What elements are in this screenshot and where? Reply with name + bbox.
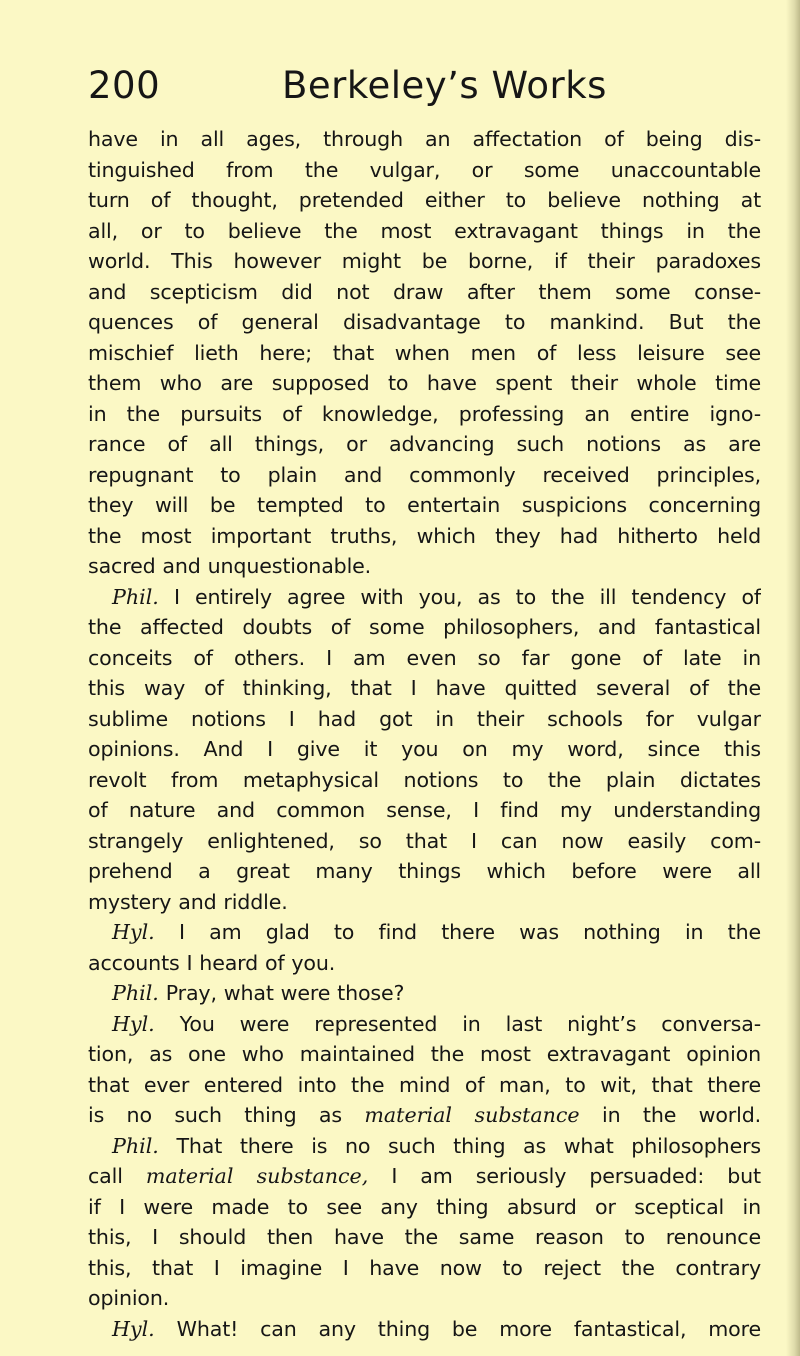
speech-line xyxy=(88,1009,761,1040)
text-line: have in all ages, through an affectation of being dis- xyxy=(88,127,761,151)
speech-line xyxy=(88,1131,761,1162)
speech-text: That there is no such thing as what philosophers xyxy=(158,1133,761,1158)
page-header xyxy=(88,54,778,118)
speaker-name: Hyl. xyxy=(112,1316,155,1341)
speech-line xyxy=(88,582,761,613)
text-line: this, that I imagine I have now to reject the contrary xyxy=(88,1255,761,1280)
text-line: prehend a great many things which before were all xyxy=(88,859,761,883)
emphasized-term: material substance xyxy=(364,1103,580,1127)
text-line: sublime notions I had got in their schools for vulgar xyxy=(88,706,761,731)
text-line: this way of thinking, that I have quitted several of the xyxy=(88,676,761,700)
speech-text: You were represented in last night’s conversa- xyxy=(154,1011,761,1036)
page-body xyxy=(88,124,761,1344)
text-run: call xyxy=(88,1164,146,1188)
text-line: of nature and common sense, I find my understanding xyxy=(88,798,761,822)
text-line: the affected doubts of some philosophers, and fantastical xyxy=(88,615,761,639)
text-line xyxy=(88,1161,761,1192)
text-line: tion, as one who maintained the most extravagant opinion xyxy=(88,1042,761,1066)
speaker-name: Phil. xyxy=(112,981,159,1005)
text-line: sacred and unquestionable. xyxy=(88,554,372,578)
text-line: them who are supposed to have spent their whole time xyxy=(88,371,761,395)
speech-text: Pray, what were those? xyxy=(158,981,405,1005)
text-line: all, or to believe the most extravagant things in the xyxy=(88,218,761,243)
speaker-name: Hyl. xyxy=(112,920,155,944)
running-head: Berkeley’s Works xyxy=(282,64,607,107)
text-line: mystery and riddle. xyxy=(88,889,288,914)
text-line: rance of all things, or advancing such notions as are xyxy=(88,432,761,456)
speech-text: What! can any thing be more fantastical, more xyxy=(154,1316,761,1341)
text-line: mischief lieth here; that when men of less leisure see xyxy=(88,340,761,365)
text-line: the most important truths, which they had hitherto held xyxy=(88,523,761,548)
text-line: revolt from metaphysical notions to the plain dictates xyxy=(88,767,761,792)
text-line: conceits of others. I am even so far gone of late in xyxy=(88,645,761,670)
text-line: strangely enlightened, so that I can now easily com- xyxy=(88,828,761,853)
text-line: and scepticism did not draw after them some conse- xyxy=(88,279,761,304)
speech-text: I entirely agree with you, as to the ill tendency of xyxy=(158,584,761,609)
speech-text: I am glad to find there was nothing in the xyxy=(154,920,761,944)
text-run: is no such thing as xyxy=(88,1103,365,1127)
text-line: opinion. xyxy=(88,1286,170,1310)
text-line: they will be tempted to entertain suspicions concerning xyxy=(88,493,761,517)
text-line: world. This however might be borne, if their paradoxes xyxy=(88,249,761,273)
page-number: 200 xyxy=(88,64,161,107)
text-line: if I were made to see any thing absurd or sceptical in xyxy=(88,1194,761,1219)
text-line xyxy=(88,1100,761,1131)
speech-line xyxy=(88,978,761,1009)
speaker-name: Phil. xyxy=(112,584,159,609)
emphasized-term: material substance, xyxy=(145,1164,369,1188)
text-line: tinguished from the vulgar, or some unaccountable xyxy=(88,157,761,182)
speaker-name: Hyl. xyxy=(112,1011,155,1036)
page-edge-shadow xyxy=(786,0,800,1356)
text-line: accounts I heard of you. xyxy=(88,950,336,975)
text-line: quences of general disadvantage to mankind. But the xyxy=(88,310,761,334)
text-run: in the world. xyxy=(579,1103,761,1127)
text-line: in the pursuits of knowledge, professing an entire igno- xyxy=(88,401,761,426)
speech-line xyxy=(88,1314,761,1345)
text-line: that ever entered into the mind of man, to wit, that there xyxy=(88,1072,761,1097)
speech-line xyxy=(88,917,761,948)
text-line: turn of thought, pretended either to believe nothing at xyxy=(88,188,761,212)
text-line: this, I should then have the same reason to renounce xyxy=(88,1225,761,1249)
text-line: opinions. And I give it you on my word, since this xyxy=(88,737,761,761)
speaker-name: Phil. xyxy=(112,1133,159,1158)
text-line: repugnant to plain and commonly received principles, xyxy=(88,462,761,487)
text-run: I am seriously persuaded: but xyxy=(368,1164,761,1188)
